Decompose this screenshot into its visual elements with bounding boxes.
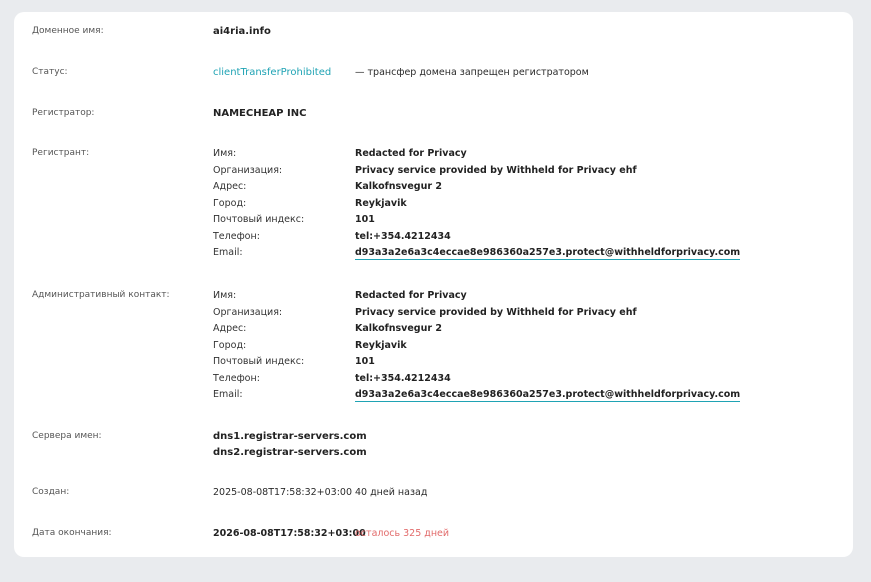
field-key: Email: <box>213 389 243 400</box>
field-value: Kalkofnsvegur 2 <box>355 181 442 192</box>
field-key: Город: <box>213 197 247 209</box>
created-label: Создан: <box>32 487 70 497</box>
admin-email-row <box>14 389 853 406</box>
field-key: Город: <box>213 339 247 351</box>
field-value: 101 <box>355 214 375 225</box>
status-value[interactable]: clientTransferProhibited <box>213 67 332 78</box>
field-value-wrap <box>355 247 740 258</box>
field-value-wrap <box>355 389 740 400</box>
registrant-address-row <box>14 181 853 198</box>
field-key: Адрес: <box>213 323 247 334</box>
nameservers-label: Сервера имен: <box>32 431 102 441</box>
registrar-label: Регистратор: <box>32 108 95 118</box>
admin-org-row <box>14 307 853 324</box>
registrant-label: Регистрант: <box>32 148 90 158</box>
field-key: Телефон: <box>213 372 260 384</box>
registrant-city-row <box>14 198 853 215</box>
registrant-section <box>14 148 853 268</box>
admin-phone-row <box>14 373 853 390</box>
expires-label: Дата окончания: <box>32 528 112 538</box>
field-value: 101 <box>355 356 375 367</box>
admin-city-row <box>14 340 853 357</box>
domain-value: ai4ria.info <box>213 26 271 37</box>
status-label: Статус: <box>32 67 68 77</box>
registrant-name-row <box>14 148 853 165</box>
field-value: Reykjavik <box>355 197 407 209</box>
field-key: Имя: <box>213 148 237 159</box>
field-key: Организация: <box>213 306 283 318</box>
admin-email-link[interactable]: d93a3a2e6a3c4eccae8e986360a257e3.protect@withheldforprivacy.com <box>355 389 741 400</box>
field-key: Телефон: <box>213 230 260 242</box>
field-value: tel:+354.4212434 <box>355 230 451 242</box>
registrant-email-link[interactable]: d93a3a2e6a3c4eccae8e986360a257e3.protect@withheldforprivacy.com <box>355 247 741 258</box>
created-value: 2025-08-08T17:58:32+03:00 <box>213 487 353 498</box>
admin-name-row <box>14 290 853 307</box>
field-key: Имя: <box>213 290 237 301</box>
field-key: Почтовый индекс: <box>213 214 305 225</box>
registrar-value: NAMECHEAP INC <box>213 108 307 119</box>
field-value: Privacy service provided by Withheld for Privacy ehf <box>355 164 637 176</box>
expires-value: 2026-08-08T17:58:32+03:00 <box>213 528 366 539</box>
admin-label: Административный контакт: <box>32 290 170 300</box>
status-note: — трансфер домена запрещен регистратором <box>355 67 589 78</box>
field-key: Email: <box>213 247 243 258</box>
field-key: Организация: <box>213 164 283 176</box>
nameserver-item: dns1.registrar-servers.com <box>213 431 367 442</box>
admin-zip-row <box>14 356 853 373</box>
field-value: Redacted for Privacy <box>355 148 467 159</box>
field-value: Kalkofnsvegur 2 <box>355 323 442 334</box>
registrant-email-row <box>14 247 853 264</box>
admin-address-row <box>14 323 853 340</box>
whois-card <box>14 12 853 557</box>
created-ago: 40 дней назад <box>355 487 428 498</box>
field-key: Адрес: <box>213 181 247 192</box>
registrant-zip-row <box>14 214 853 231</box>
field-value: tel:+354.4212434 <box>355 372 451 384</box>
domain-label: Доменное имя: <box>32 26 104 36</box>
registrant-phone-row <box>14 231 853 248</box>
field-key: Почтовый индекс: <box>213 356 305 367</box>
field-value: Reykjavik <box>355 339 407 351</box>
field-value: Privacy service provided by Withheld for Privacy ehf <box>355 306 637 318</box>
expires-remaining: осталось 325 дней <box>355 528 450 539</box>
nameserver-item: dns2.registrar-servers.com <box>213 446 367 458</box>
field-value: Redacted for Privacy <box>355 290 467 301</box>
admin-section <box>14 290 853 410</box>
registrant-org-row <box>14 165 853 182</box>
